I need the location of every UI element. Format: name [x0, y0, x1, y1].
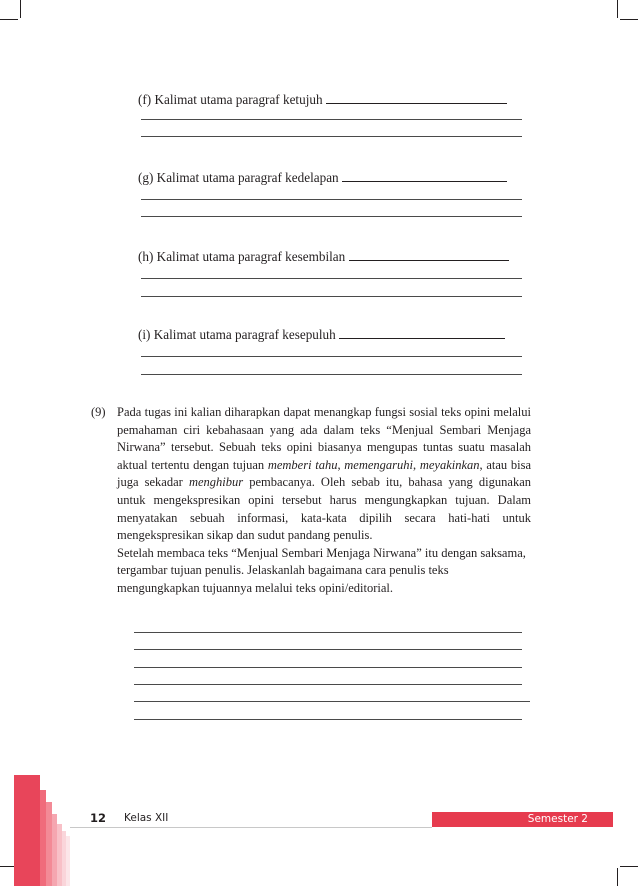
question-body [117, 404, 531, 598]
crop-mark [620, 19, 638, 20]
semester-badge: Semester 2 [432, 812, 613, 827]
answer-blank[interactable] [326, 91, 507, 104]
answer-line[interactable] [134, 649, 522, 650]
question-number: (9) [91, 405, 106, 419]
crop-mark [617, 0, 618, 18]
answer-line[interactable] [141, 374, 522, 375]
answer-line[interactable] [141, 278, 522, 279]
item-prompt-text: (h) Kalimat utama paragraf kesembilan [138, 249, 346, 264]
answer-line[interactable] [141, 136, 522, 137]
answer-line[interactable] [141, 216, 522, 217]
answer-line[interactable] [134, 632, 522, 633]
answer-blank[interactable] [349, 248, 509, 261]
item-prompt-text: (g) Kalimat utama paragraf kedelapan [138, 170, 339, 185]
answer-line[interactable] [141, 119, 522, 120]
answer-line[interactable] [134, 684, 522, 685]
class-label: Kelas XII [124, 812, 169, 824]
footer-bar-decoration [0, 775, 70, 886]
item-prompt-f [138, 91, 507, 108]
page-number: 12 [90, 811, 107, 825]
answer-blank[interactable] [342, 169, 507, 182]
answer-line[interactable] [141, 296, 522, 297]
crop-mark [20, 0, 21, 18]
item-prompt-i [138, 326, 505, 343]
question-instruction: Setelah membaca teks “Menjual Sembari Menjaga Nirwana” itu dengan saksama, tergambar tujuan penulis. Jelaskanlah bagaimana cara penulis teks mengungkapkan tujuannya melalui teks opini/editorial. [117, 545, 526, 595]
answer-line[interactable] [134, 667, 522, 668]
crop-mark [617, 868, 618, 886]
crop-mark [620, 866, 638, 867]
footer-divider [70, 827, 432, 828]
crop-mark [0, 19, 18, 20]
answer-line[interactable] [134, 719, 522, 720]
answer-line[interactable] [134, 701, 530, 702]
item-prompt-h [138, 248, 509, 265]
question-paragraph: Pada tugas ini kalian diharapkan dapat menangkap fungsi sosial teks opini melalui pemahaman ciri kebahasaan yang ada dalam teks “Menjual Sembari Menjaga Nirwana” tersebut. Sebuah teks opini biasanya mengupas tuntas suatu masalah aktual tertentu dengan tujuan memberi tahu, memengaruhi, meyakinkan, atau bisa juga sekadar menghibur pembacanya. Oleh sebab itu, bahasa yang digunakan untuk mengekspresikan opini tersebut harus mengungkapkan tujuan. Dalam menyatakan sebuah informasi, kata-kata dipilih secara hati-hati untuk mengekspresikan sikap dan sudut pandang penulis. [117, 405, 531, 543]
answer-line[interactable] [141, 356, 522, 357]
answer-blank[interactable] [339, 326, 505, 339]
answer-line[interactable] [141, 199, 522, 200]
item-prompt-text: (f) Kalimat utama paragraf ketujuh [138, 92, 323, 107]
item-prompt-g [138, 169, 507, 186]
item-prompt-text: (i) Kalimat utama paragraf kesepuluh [138, 327, 336, 342]
